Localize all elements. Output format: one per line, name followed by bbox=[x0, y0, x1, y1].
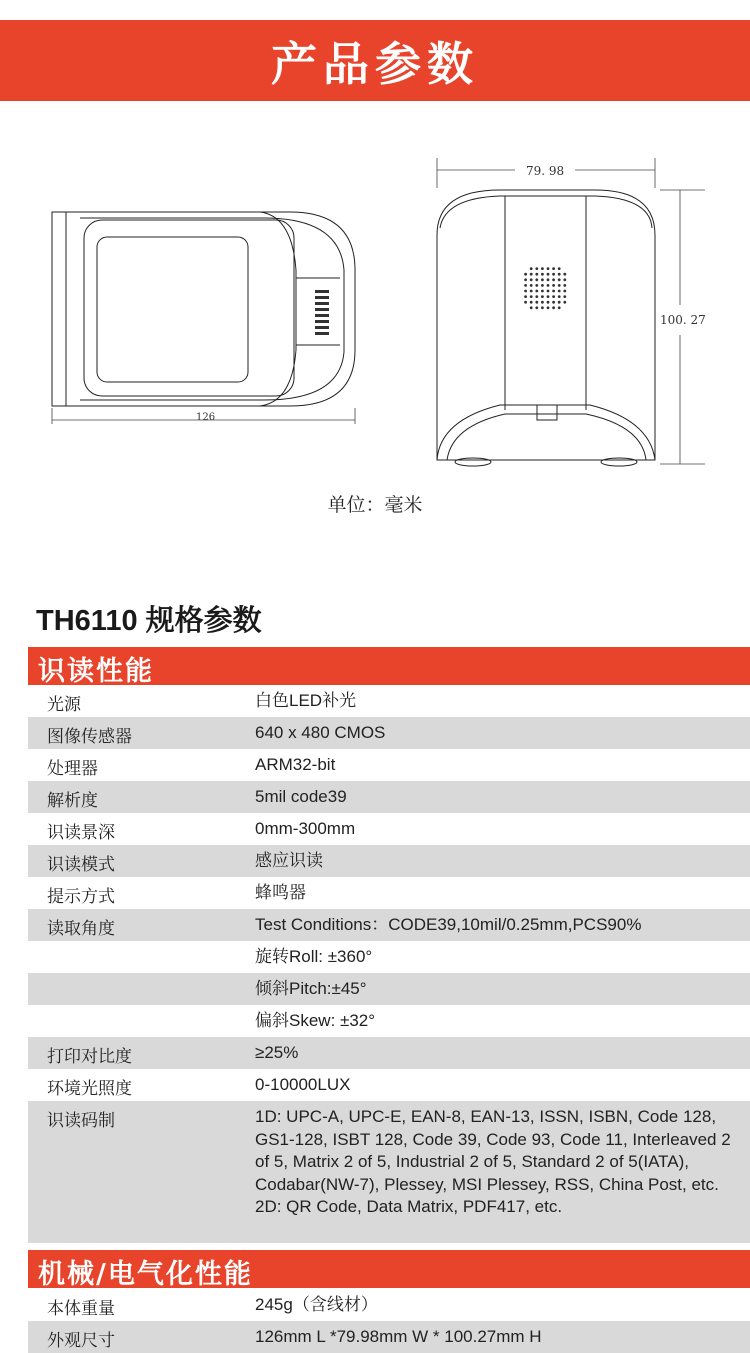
spec-value: 感应识读 bbox=[255, 851, 323, 870]
spec-value: Test Conditions：CODE39,10mil/0.25mm,PCS90% bbox=[255, 915, 642, 934]
speaker-hole bbox=[547, 278, 550, 281]
speaker-hole bbox=[558, 284, 561, 287]
speaker-hole bbox=[563, 295, 566, 298]
speaker-hole bbox=[552, 301, 555, 304]
spec-table-reading bbox=[28, 685, 750, 1243]
speaker-hole bbox=[541, 284, 544, 287]
speaker-hole bbox=[524, 284, 527, 287]
speaker-hole bbox=[530, 284, 533, 287]
spec-value: 白色LED补光 bbox=[255, 691, 357, 710]
table-row bbox=[28, 717, 750, 749]
speaker-hole bbox=[530, 290, 533, 293]
table-row bbox=[28, 1005, 750, 1037]
table-row bbox=[28, 1069, 750, 1101]
height-dimension-label: 100. 27 bbox=[660, 313, 706, 327]
speaker-hole bbox=[552, 278, 555, 281]
spec-value: 0-10000LUX bbox=[255, 1075, 351, 1094]
spec-value: ≥25% bbox=[255, 1043, 299, 1062]
front-view-speaker-grille bbox=[524, 267, 566, 309]
speaker-hole bbox=[524, 301, 527, 304]
speaker-hole bbox=[558, 301, 561, 304]
speaker-hole bbox=[535, 284, 538, 287]
speaker-hole bbox=[530, 273, 533, 276]
speaker-hole bbox=[530, 306, 533, 309]
speaker-hole bbox=[541, 301, 544, 304]
speaker-hole bbox=[524, 278, 527, 281]
unit-note: 单位：毫米 bbox=[327, 495, 423, 516]
table-row bbox=[28, 973, 750, 1005]
spec-key: 识读码制 bbox=[47, 1111, 115, 1130]
spec-value: 倾斜Pitch:±45° bbox=[255, 979, 367, 998]
table-row bbox=[28, 749, 750, 781]
speaker-hole bbox=[552, 290, 555, 293]
speaker-hole bbox=[552, 284, 555, 287]
table-row bbox=[28, 941, 750, 973]
spec-value: 蜂鸣器 bbox=[255, 883, 306, 902]
speaker-hole bbox=[535, 301, 538, 304]
spec-key: 光源 bbox=[47, 695, 81, 714]
table-row bbox=[28, 1101, 750, 1243]
speaker-hole bbox=[552, 273, 555, 276]
spec-value: 126mm L *79.98mm W * 100.27mm H bbox=[255, 1327, 542, 1346]
speaker-hole bbox=[535, 278, 538, 281]
speaker-hole bbox=[530, 267, 533, 270]
speaker-hole bbox=[547, 306, 550, 309]
speaker-hole bbox=[530, 295, 533, 298]
speaker-hole bbox=[563, 278, 566, 281]
spec-key: 外观尺寸 bbox=[47, 1331, 115, 1350]
spec-value: ARM32-bit bbox=[255, 755, 336, 774]
speaker-hole bbox=[541, 306, 544, 309]
section-header-mechanical bbox=[28, 1250, 750, 1288]
depth-dimension-label: 79. 98 bbox=[526, 164, 565, 178]
speaker-hole bbox=[563, 284, 566, 287]
spec-value: 1D: UPC-A, UPC-E, EAN-8, EAN-13, ISSN, ISBN, Code 128, GS1-128, ISBT 128, Code 39, Code 93, Code 11, Interleaved 2 of 5, Matrix 2 of 5, Industrial 2 of 5, Standard 2 of 5(IATA), Codabar(NW-7), Plessey, MSI Plessey, RSS, China Post, etc. 2D: QR Code, Data Matrix, PDF417, etc. bbox=[255, 1107, 731, 1216]
speaker-hole bbox=[547, 290, 550, 293]
speaker-hole bbox=[558, 290, 561, 293]
speaker-hole bbox=[558, 267, 561, 270]
spec-title: TH6110 规格参数 bbox=[36, 605, 262, 637]
speaker-hole bbox=[524, 295, 527, 298]
spec-table-mechanical bbox=[28, 1289, 750, 1353]
speaker-hole bbox=[535, 306, 538, 309]
header-banner bbox=[0, 20, 750, 101]
width-dimension-label: 126 bbox=[196, 412, 216, 423]
speaker-hole bbox=[552, 295, 555, 298]
table-row bbox=[28, 813, 750, 845]
spec-value: 5mil code39 bbox=[255, 787, 347, 806]
speaker-hole bbox=[541, 295, 544, 298]
section-title: 机械/电气化性能 bbox=[38, 1259, 253, 1290]
spec-value: 0mm-300mm bbox=[255, 819, 356, 838]
speaker-hole bbox=[535, 295, 538, 298]
table-row bbox=[28, 781, 750, 813]
spec-key: 读取角度 bbox=[47, 919, 115, 938]
spec-key: 解析度 bbox=[47, 791, 98, 810]
top-view-speaker-grille bbox=[315, 290, 329, 335]
speaker-hole bbox=[558, 278, 561, 281]
speaker-hole bbox=[541, 267, 544, 270]
speaker-hole bbox=[558, 306, 561, 309]
speaker-hole bbox=[541, 278, 544, 281]
spec-key: 打印对比度 bbox=[47, 1047, 132, 1066]
product-dimension-drawing bbox=[0, 140, 750, 480]
spec-value: 640 x 480 CMOS bbox=[255, 723, 386, 742]
section-header-reading bbox=[28, 647, 750, 685]
speaker-hole bbox=[541, 290, 544, 293]
spec-key: 本体重量 bbox=[47, 1299, 115, 1318]
speaker-hole bbox=[547, 267, 550, 270]
spec-value: 旋转Roll: ±360° bbox=[255, 947, 373, 966]
speaker-hole bbox=[552, 306, 555, 309]
section-title: 识读性能 bbox=[38, 656, 154, 687]
speaker-hole bbox=[547, 273, 550, 276]
speaker-hole bbox=[541, 273, 544, 276]
table-row bbox=[28, 845, 750, 877]
speaker-hole bbox=[535, 290, 538, 293]
table-row bbox=[28, 1321, 750, 1353]
spec-key: 处理器 bbox=[47, 759, 98, 778]
speaker-hole bbox=[530, 301, 533, 304]
speaker-hole bbox=[547, 301, 550, 304]
speaker-hole bbox=[552, 267, 555, 270]
speaker-hole bbox=[547, 295, 550, 298]
speaker-hole bbox=[535, 273, 538, 276]
speaker-hole bbox=[547, 284, 550, 287]
table-row bbox=[28, 909, 750, 941]
speaker-hole bbox=[530, 278, 533, 281]
speaker-hole bbox=[524, 273, 527, 276]
banner-title: 产品参数 bbox=[271, 37, 479, 90]
spec-key: 识读景深 bbox=[47, 823, 115, 842]
spec-key: 环境光照度 bbox=[47, 1079, 132, 1098]
table-row bbox=[28, 685, 750, 717]
speaker-hole bbox=[558, 295, 561, 298]
speaker-hole bbox=[563, 273, 566, 276]
speaker-hole bbox=[524, 290, 527, 293]
speaker-hole bbox=[535, 267, 538, 270]
table-row bbox=[28, 1037, 750, 1069]
spec-value: 245g（含线材） bbox=[255, 1295, 378, 1314]
speaker-hole bbox=[558, 273, 561, 276]
spec-value: 偏斜Skew: ±32° bbox=[255, 1011, 376, 1030]
spec-key: 提示方式 bbox=[47, 887, 115, 906]
spec-key: 识读模式 bbox=[47, 855, 115, 874]
table-row bbox=[28, 1289, 750, 1321]
speaker-hole bbox=[563, 301, 566, 304]
speaker-hole bbox=[563, 290, 566, 293]
table-row bbox=[28, 877, 750, 909]
spec-key: 图像传感器 bbox=[47, 727, 132, 746]
